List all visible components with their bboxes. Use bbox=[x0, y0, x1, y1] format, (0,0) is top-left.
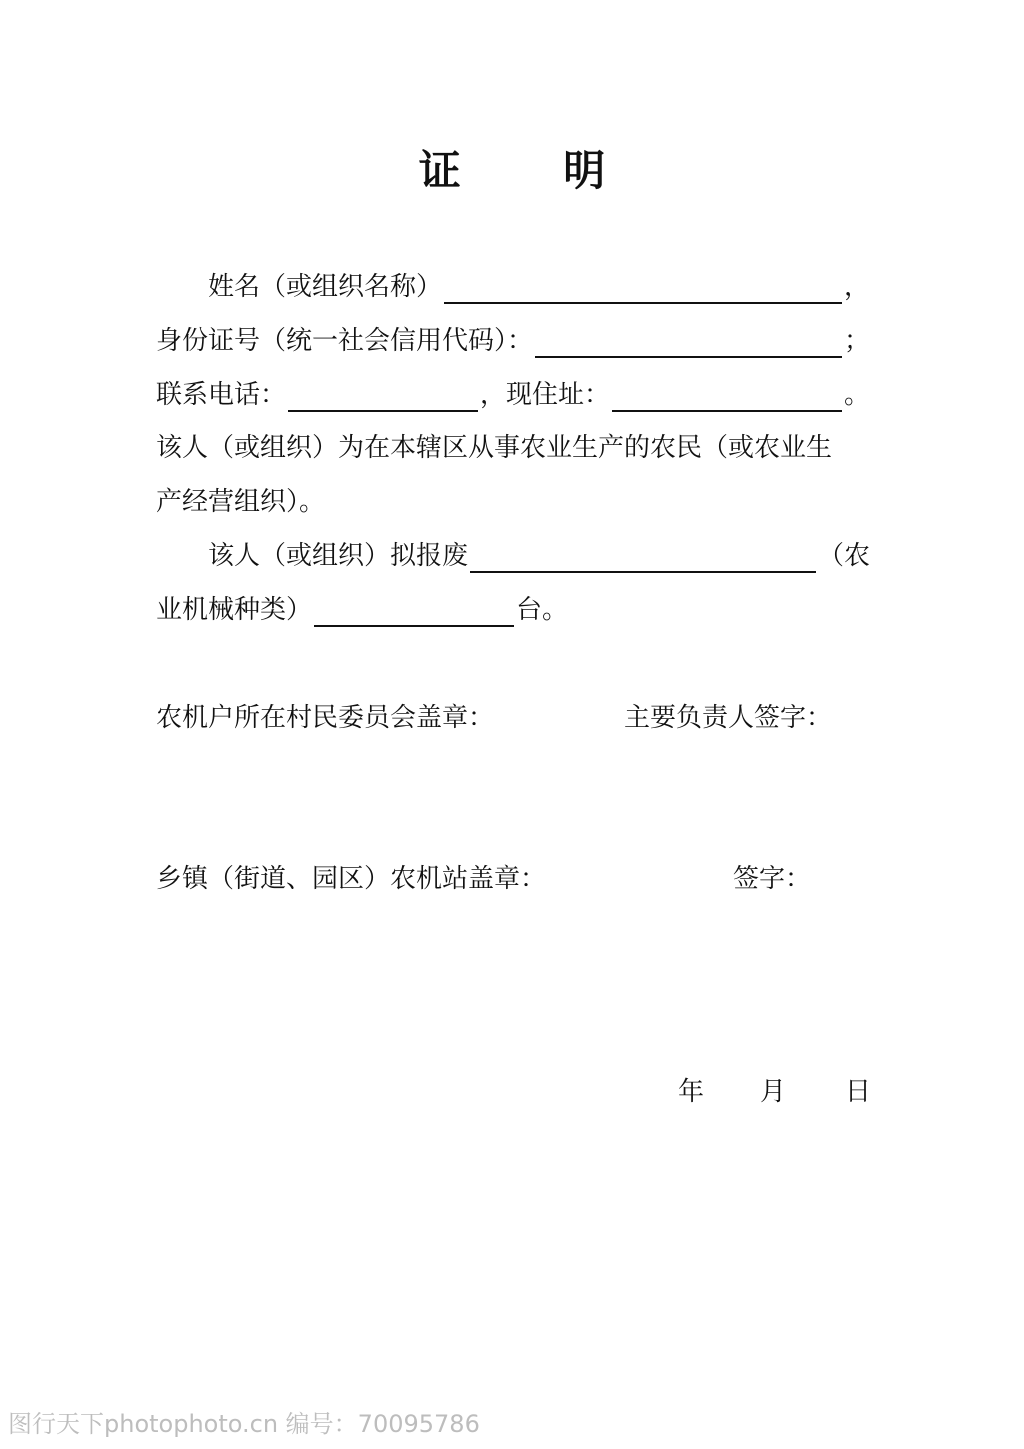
statement-line-2 bbox=[156, 485, 870, 519]
scrap-line-end: （农 bbox=[817, 541, 870, 571]
principal-sign-label: 主要负责人签字： bbox=[624, 703, 833, 733]
scrap-line bbox=[156, 539, 870, 573]
phone-blank[interactable] bbox=[288, 380, 478, 412]
statement-line-1 bbox=[156, 431, 870, 465]
address-label: ，现住址： bbox=[480, 380, 611, 410]
village-stamp-label: 农机户所在村民委员会盖章： bbox=[156, 703, 495, 733]
name-line bbox=[156, 270, 870, 304]
station-stamp-label: 乡镇（街道、园区）农机站盖章： bbox=[156, 864, 547, 894]
machine-type-label: 业机械种类） bbox=[156, 595, 313, 625]
statement-text-2: 产经营组织）。 bbox=[156, 487, 326, 517]
name-blank[interactable] bbox=[444, 272, 842, 304]
address-blank[interactable] bbox=[612, 380, 842, 412]
id-line-end: ； bbox=[843, 326, 870, 356]
quantity-blank[interactable] bbox=[314, 595, 514, 627]
watermark: 图行天下photophoto.cn 编号：70095786 bbox=[8, 1410, 480, 1438]
scrap-label: 该人（或组织）拟报废 bbox=[208, 541, 469, 571]
date-year: 年 bbox=[678, 1077, 705, 1107]
id-line bbox=[156, 324, 870, 358]
contact-line bbox=[156, 378, 870, 412]
id-blank[interactable] bbox=[535, 326, 842, 358]
phone-label: 联系电话： bbox=[156, 380, 287, 410]
contact-line-end: 。 bbox=[843, 380, 870, 410]
statement-text-1: 该人（或组织）为在本辖区从事农业生产的农民（或农业生 bbox=[156, 433, 833, 463]
name-line-end: ， bbox=[843, 272, 870, 302]
date-day: 日 bbox=[845, 1077, 872, 1107]
date-month: 月 bbox=[760, 1077, 787, 1107]
scrap-blank[interactable] bbox=[470, 541, 816, 573]
id-label: 身份证号（统一社会信用代码）： bbox=[156, 326, 534, 356]
sign-label: 签字： bbox=[733, 864, 812, 894]
name-label: 姓名（或组织名称） bbox=[208, 272, 443, 302]
document-title: 证 明 bbox=[418, 146, 650, 195]
machine-type-line-end: 台。 bbox=[516, 595, 569, 625]
machine-type-line bbox=[156, 593, 568, 627]
